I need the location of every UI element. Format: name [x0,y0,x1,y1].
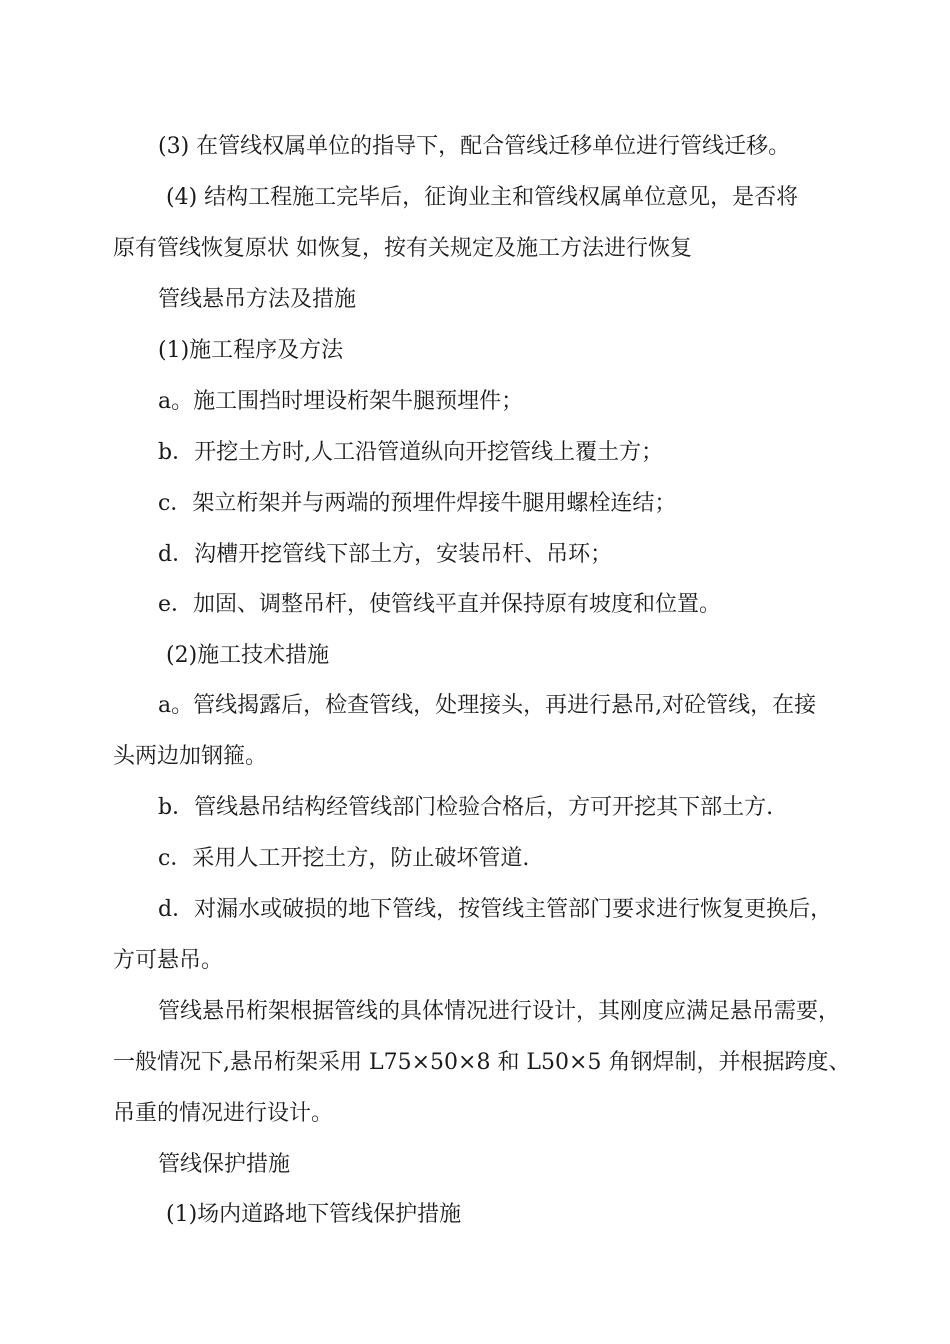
list-item: b．开挖土方时,人工沿管道纵向开挖管线上覆土方； [158,440,664,465]
list-item: e．加固、调整吊杆，使管线平直并保持原有坡度和位置。 [158,592,722,617]
section-heading: 管线悬吊方法及措施 [158,287,357,312]
paragraph-line: 原有管线恢复原状 如恢复，按有关规定及施工方法进行恢复 [113,236,692,261]
list-item: b．管线悬吊结构经管线部门检验合格后，方可开挖其下部土方. [158,795,774,820]
list-item: c．采用人工开挖土方，防止破坏管道. [158,846,530,871]
list-item-continuation: 方可悬吊。 [113,948,224,973]
paragraph-line: (4) 结构工程施工完毕后，征询业主和管线权属单位意见，是否将 [166,185,799,210]
list-item: a。施工围挡时埋设桁架牛腿预埋件； [158,389,524,414]
subsection-heading: (2)施工技术措施 [166,643,330,668]
paragraph-line: 吊重的情况进行设计。 [113,1101,334,1126]
paragraph-line: (3) 在管线权属单位的指导下，配合管线迁移单位进行管线迁移。 [158,134,791,159]
subsection-heading: (1)施工程序及方法 [158,338,344,363]
paragraph-line: 一般情况下,悬吊桁架采用 L75×50×8 和 L50×5 角钢焊制，并根据跨度、 [113,1050,851,1075]
paragraph-line: 管线悬吊桁架根据管线的具体情况进行设计，其刚度应满足悬吊需要， [158,999,841,1024]
list-item: d．沟槽开挖管线下部土方，安装吊杆、吊环； [158,542,613,567]
list-item-continuation: 头两边加钢箍。 [113,744,268,769]
subsection-heading: (1)场内道路地下管线保护措施 [166,1202,462,1227]
list-item: a。管线揭露后，检查管线，处理接头，再进行悬吊,对砼管线，在接 [158,693,817,718]
section-heading: 管线保护措施 [158,1152,291,1177]
list-item: d．对漏水或破损的地下管线，按管线主管部门要求进行恢复更换后， [158,897,833,922]
list-item: c．架立桁架并与两端的预埋件焊接牛腿用螺栓连结； [158,491,677,516]
